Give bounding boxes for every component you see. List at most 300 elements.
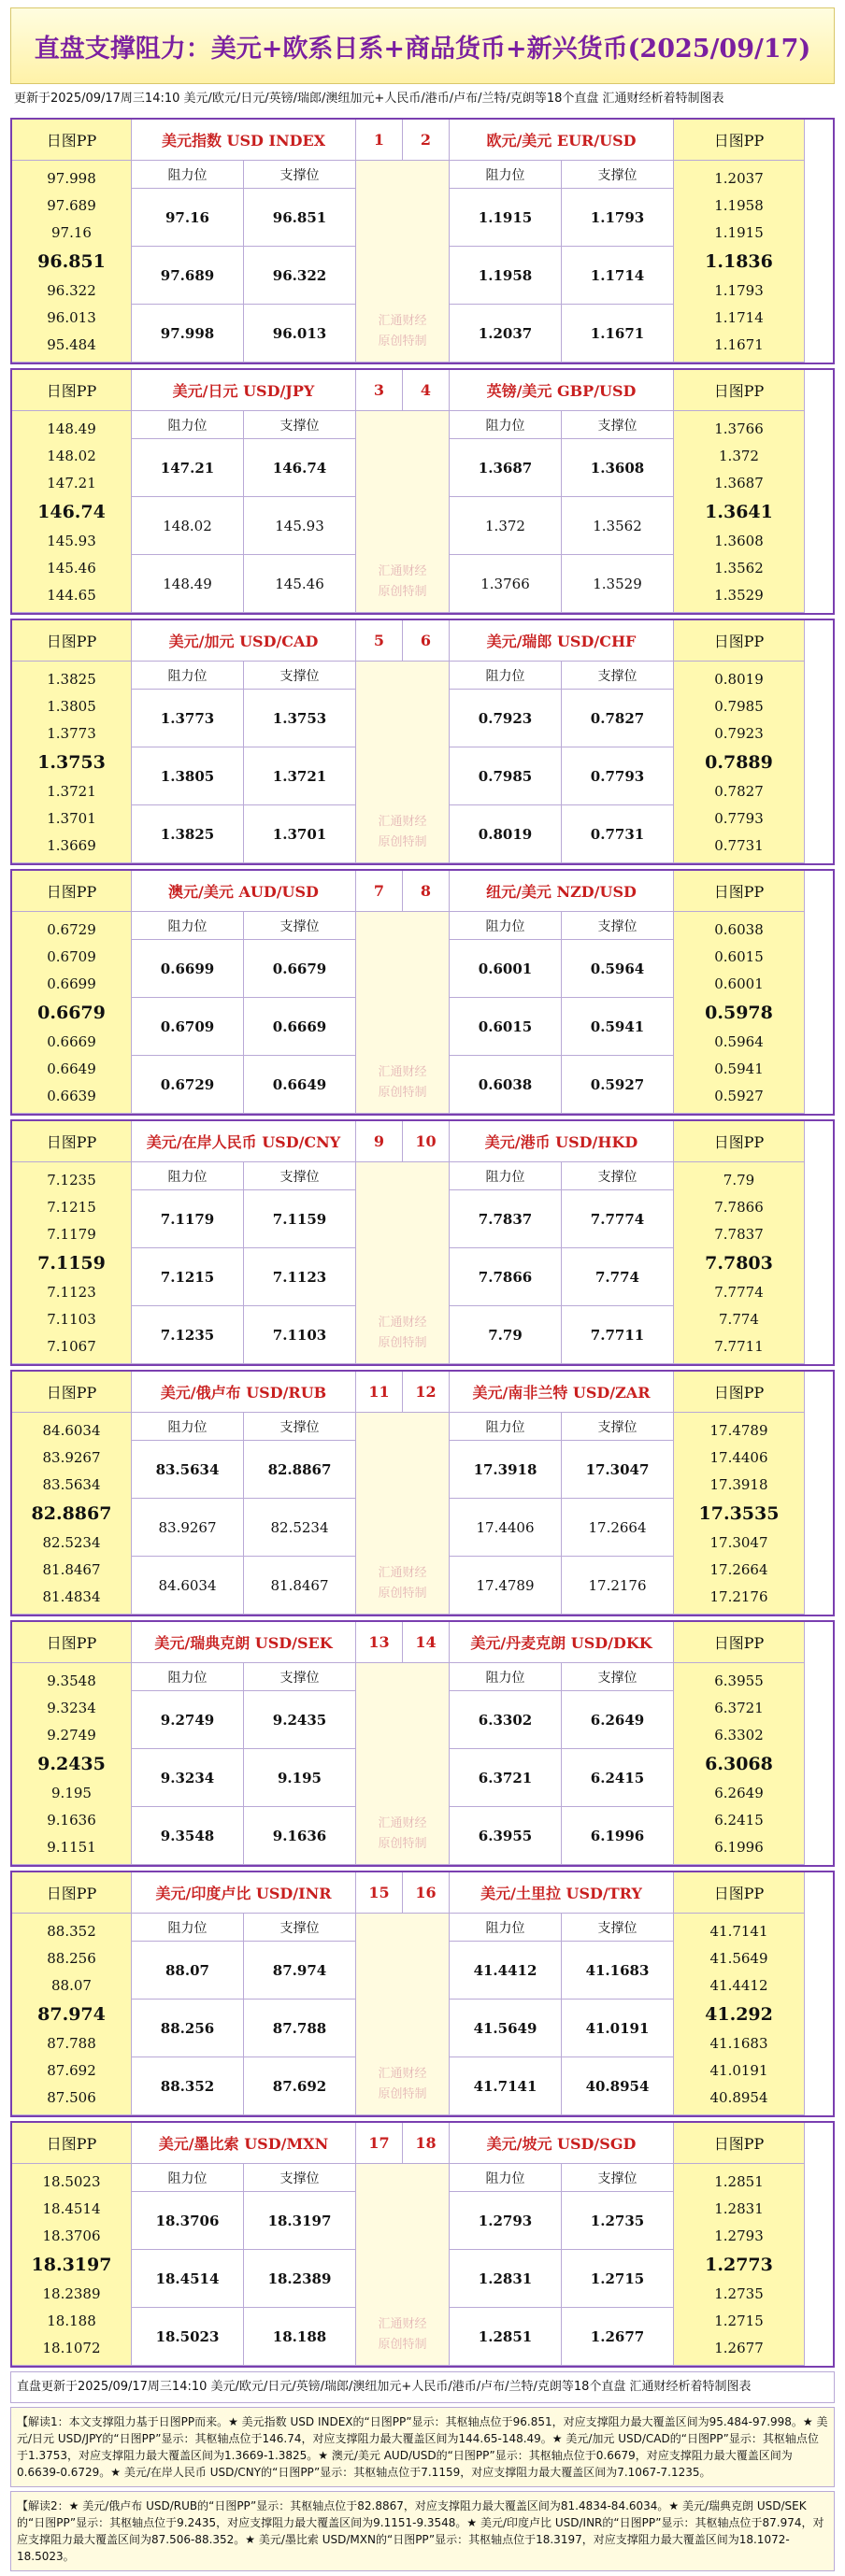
right-pp-ladder [674, 1663, 805, 1865]
pair-block [10, 1370, 835, 1616]
right-sup-value: 7.774 [562, 1248, 674, 1306]
ladder-value: 18.2389 [42, 2284, 101, 2302]
ladder-value: 1.3687 [714, 474, 764, 491]
res-label: 阻力位 [132, 1413, 244, 1441]
ladder-value: 148.02 [47, 447, 96, 464]
right-pp-ladder [674, 662, 805, 863]
watermark-line: 汇通财经 [378, 1566, 427, 1580]
left-pp-ladder [12, 1663, 132, 1865]
sup-label: 支撑位 [562, 662, 674, 690]
ladder-value: 1.3641 [705, 501, 773, 522]
left-pair-number: 9 [356, 1121, 403, 1162]
left-res-value: 83.9267 [132, 1499, 244, 1557]
res-label: 阻力位 [132, 411, 244, 439]
ladder-value: 0.6679 [37, 1002, 106, 1023]
left-sup-value: 146.74 [244, 439, 356, 497]
res-label: 阻力位 [132, 1663, 244, 1691]
left-res-value: 0.6709 [132, 998, 244, 1056]
ladder-value: 18.188 [47, 2312, 96, 2329]
right-pair-number: 12 [403, 1372, 450, 1413]
ladder-value: 88.07 [51, 1976, 92, 1994]
sup-label: 支撑位 [244, 161, 356, 189]
ladder-value: 7.7803 [705, 1252, 773, 1274]
right-pair-number: 16 [403, 1872, 450, 1914]
right-pair-name: 美元/南非兰特 USD/ZAR [450, 1372, 674, 1413]
ladder-value: 0.6001 [714, 975, 764, 992]
page-title: 直盘支撑阻力：美元+欧系日系+商品货币+新兴货币(2025/09/17) [10, 7, 835, 84]
ladder-value: 87.692 [47, 2061, 96, 2079]
ladder-value: 0.6699 [47, 975, 96, 992]
watermark-line: 汇通财经 [378, 2067, 427, 2081]
sup-label: 支撑位 [244, 912, 356, 940]
left-sup-value: 9.1636 [244, 1807, 356, 1865]
sup-label: 支撑位 [562, 912, 674, 940]
note-1: 【解读1：本文支撑阻力基于日图PP而来。★ 美元指数 USD INDEX的“日图PP”显示：其枢轴点位于96.851，对应支撑阻力最大覆盖区间为95.484-97.998。★ 美元/日元 USD/JPY的“日图PP”显示：其枢轴点位于146.74，对应支撑阻力最大覆盖区间为144.65-148.49。★ 美元/加元 USD/CAD的“日图PP”显示：其枢轴点位于1.3753，对应支撑阻力最大覆盖区间为1.3669-1.3825。★ 澳元/美元 AUD/USD的“日图PP”显示：其枢轴点位于0.6679，对应支撑阻力最大覆盖区间为0.6639-0.6729。★ 美元/在岸人民币 USD/CNY的“日图PP”显示：其枢轴点位于7.1159，对应支撑阻力最大覆盖区间为7.1067-7.1235。 [10, 2407, 835, 2487]
right-sup-value: 0.5927 [562, 1056, 674, 1114]
ladder-value: 7.7774 [714, 1283, 764, 1301]
left-pp-ladder [12, 1914, 132, 2115]
right-res-value: 17.4406 [450, 1499, 562, 1557]
sup-label: 支撑位 [562, 161, 674, 189]
ladder-value: 1.3825 [47, 670, 96, 688]
ladder-value: 41.7141 [709, 1922, 768, 1940]
left-sup-value: 96.322 [244, 247, 356, 305]
ladder-value: 1.2677 [714, 2339, 764, 2356]
ladder-value: 0.7793 [714, 809, 764, 827]
ladder-value: 6.2649 [714, 1784, 764, 1801]
ladder-value: 144.65 [47, 586, 96, 604]
ladder-value: 1.2851 [714, 2172, 764, 2190]
left-res-value: 9.2749 [132, 1691, 244, 1749]
ladder-value: 7.1103 [47, 1310, 96, 1328]
ladder-value: 18.3197 [31, 2254, 112, 2275]
ladder-value: 0.7889 [705, 751, 773, 773]
res-label: 阻力位 [450, 1162, 562, 1190]
watermark-line: 原创特制 [378, 1336, 427, 1350]
right-res-value: 1.372 [450, 497, 562, 555]
right-sup-value: 7.7711 [562, 1306, 674, 1364]
sup-label: 支撑位 [562, 411, 674, 439]
left-sup-value: 1.3721 [244, 747, 356, 805]
left-sup-value: 9.2435 [244, 1691, 356, 1749]
left-res-value: 18.3706 [132, 2192, 244, 2250]
pp-header: 日图PP [12, 1872, 132, 1914]
ladder-value: 7.7711 [714, 1337, 764, 1355]
ladder-value: 7.1235 [47, 1171, 96, 1188]
ladder-value: 0.7731 [714, 836, 764, 854]
update-info: 更新于2025/09/17周三14:10 美元/欧元/日元/英镑/瑞郎/澳纽加元+人民币/港币/卢布/兰特/克朗等18个直盘 汇通财经析着特制图表 [14, 92, 724, 106]
right-pair-number: 6 [403, 620, 450, 662]
ladder-value: 1.1714 [714, 308, 764, 326]
left-pair-number: 17 [356, 2123, 403, 2164]
left-pair-number: 7 [356, 871, 403, 912]
ladder-value: 87.974 [37, 2003, 106, 2025]
ladder-value: 0.6729 [47, 920, 96, 938]
pp-header: 日图PP [12, 1622, 132, 1663]
sup-label: 支撑位 [244, 1413, 356, 1441]
ladder-value: 88.256 [47, 1949, 96, 1967]
right-pair-name: 美元/土里拉 USD/TRY [450, 1872, 674, 1914]
right-res-value: 0.8019 [450, 805, 562, 863]
ladder-value: 17.3535 [698, 1502, 780, 1524]
sup-label: 支撑位 [244, 1914, 356, 1942]
right-sup-value: 6.2649 [562, 1691, 674, 1749]
ladder-value: 0.5927 [714, 1087, 764, 1104]
ladder-value: 41.5649 [709, 1949, 768, 1967]
ladder-value: 18.4514 [42, 2199, 101, 2217]
right-sup-value: 1.2735 [562, 2192, 674, 2250]
ladder-value: 0.6649 [47, 1060, 96, 1077]
left-res-value: 18.4514 [132, 2250, 244, 2308]
left-sup-value: 87.692 [244, 2057, 356, 2115]
right-sup-value: 41.1683 [562, 1942, 674, 2000]
right-sup-value: 0.5964 [562, 940, 674, 998]
watermark-line: 汇通财经 [378, 815, 427, 829]
right-pp-ladder [674, 912, 805, 1114]
right-res-value: 1.1915 [450, 189, 562, 247]
res-label: 阻力位 [450, 2164, 562, 2192]
left-sup-value: 81.8467 [244, 1557, 356, 1615]
right-sup-value: 6.1996 [562, 1807, 674, 1865]
right-pair-name: 美元/坡元 USD/SGD [450, 2123, 674, 2164]
res-label: 阻力位 [450, 912, 562, 940]
right-sup-value: 40.8954 [562, 2057, 674, 2115]
right-sup-value: 6.2415 [562, 1749, 674, 1807]
left-pp-ladder [12, 912, 132, 1114]
right-sup-value: 1.3608 [562, 439, 674, 497]
right-sup-value: 1.1714 [562, 247, 674, 305]
ladder-value: 148.49 [47, 420, 96, 437]
pair-block [10, 619, 835, 865]
ladder-value: 1.2773 [705, 2254, 773, 2275]
ladder-value: 0.7827 [714, 782, 764, 800]
left-sup-value: 96.851 [244, 189, 356, 247]
watermark-line: 原创特制 [378, 1837, 427, 1851]
ladder-value: 1.1836 [705, 250, 773, 272]
right-pair-number: 2 [403, 120, 450, 161]
note-2: 【解读2：★ 美元/俄卢布 USD/RUB的“日图PP”显示：其枢轴点位于82.8867，对应支撑阻力最大覆盖区间为81.4834-84.6034。★ 美元/瑞典克朗 USD/SEK的“日图PP”显示：其枢轴点位于9.2435，对应支撑阻力最大覆盖区间为9.1151-9.3548。★ 美元/印度卢比 USD/INR的“日图PP”显示：其枢轴点位于87.974，对应支撑阻力最大覆盖区间为87.506-88.352。★ 美元/墨比索 USD/MXN的“日图PP”显示：其枢轴点位于18.3197，对应支撑阻力最大覆盖区间为18.1072-18.5023。 [10, 2491, 835, 2571]
sup-label: 支撑位 [244, 662, 356, 690]
right-res-value: 7.7866 [450, 1248, 562, 1306]
left-pair-number: 13 [356, 1622, 403, 1663]
ladder-value: 9.3548 [47, 1672, 96, 1689]
right-sup-value: 1.1671 [562, 305, 674, 363]
right-res-value: 7.79 [450, 1306, 562, 1364]
left-pp-ladder [12, 1162, 132, 1364]
ladder-value: 87.788 [47, 2034, 96, 2052]
ladder-value: 18.3706 [42, 2227, 101, 2244]
watermark-line: 汇通财经 [378, 2317, 427, 2331]
right-res-value: 41.5649 [450, 2000, 562, 2057]
pp-header: 日图PP [674, 1372, 805, 1413]
right-res-value: 0.6015 [450, 998, 562, 1056]
watermark [356, 662, 450, 863]
ladder-value: 41.1683 [709, 2034, 768, 2052]
left-sup-value: 7.1103 [244, 1306, 356, 1364]
pp-header: 日图PP [12, 1121, 132, 1162]
right-pp-ladder [674, 161, 805, 363]
ladder-value: 7.1067 [47, 1337, 96, 1355]
left-pair-name: 澳元/美元 AUD/USD [132, 871, 356, 912]
watermark [356, 1413, 450, 1615]
ladder-value: 41.4412 [709, 1976, 768, 1994]
right-pair-number: 14 [403, 1622, 450, 1663]
ladder-value: 7.79 [723, 1171, 755, 1188]
right-res-value: 1.3687 [450, 439, 562, 497]
watermark-line: 原创特制 [378, 835, 427, 849]
watermark [356, 161, 450, 363]
watermark-line: 原创特制 [378, 2338, 427, 2352]
left-pp-ladder [12, 1413, 132, 1615]
pp-header: 日图PP [674, 2123, 805, 2164]
right-sup-value: 1.3562 [562, 497, 674, 555]
left-sup-value: 0.6649 [244, 1056, 356, 1114]
left-pair-number: 11 [356, 1372, 403, 1413]
ladder-value: 96.851 [37, 250, 106, 272]
right-res-value: 1.2831 [450, 2250, 562, 2308]
left-res-value: 1.3825 [132, 805, 244, 863]
watermark [356, 2164, 450, 2366]
ladder-value: 1.2715 [714, 2312, 764, 2329]
ladder-value: 7.1215 [47, 1198, 96, 1216]
ladder-value: 1.3562 [714, 559, 764, 576]
ladder-value: 0.6639 [47, 1087, 96, 1104]
right-pair-name: 欧元/美元 EUR/USD [450, 120, 674, 161]
right-sup-value: 0.5941 [562, 998, 674, 1056]
ladder-value: 18.1072 [42, 2339, 101, 2356]
res-label: 阻力位 [132, 1914, 244, 1942]
left-sup-value: 18.2389 [244, 2250, 356, 2308]
left-res-value: 148.49 [132, 555, 244, 613]
right-res-value: 1.2793 [450, 2192, 562, 2250]
right-pair-name: 美元/丹麦克朗 USD/DKK [450, 1622, 674, 1663]
right-res-value: 41.7141 [450, 2057, 562, 2115]
right-pair-number: 8 [403, 871, 450, 912]
ladder-value: 1.3669 [47, 836, 96, 854]
res-label: 阻力位 [450, 1914, 562, 1942]
left-pair-name: 美元/印度卢比 USD/INR [132, 1872, 356, 1914]
left-pair-number: 15 [356, 1872, 403, 1914]
ladder-value: 7.1123 [47, 1283, 96, 1301]
right-res-value: 1.3766 [450, 555, 562, 613]
ladder-value: 6.3302 [714, 1726, 764, 1743]
right-res-value: 0.6038 [450, 1056, 562, 1114]
ladder-value: 1.3766 [714, 420, 764, 437]
ladder-value: 95.484 [47, 335, 96, 353]
ladder-value: 145.93 [47, 532, 96, 549]
pp-header: 日图PP [12, 871, 132, 912]
left-pair-name: 美元/日元 USD/JPY [132, 370, 356, 411]
right-res-value: 6.3721 [450, 1749, 562, 1807]
right-sup-value: 1.1793 [562, 189, 674, 247]
right-pair-number: 4 [403, 370, 450, 411]
pp-header: 日图PP [674, 1872, 805, 1914]
left-sup-value: 96.013 [244, 305, 356, 363]
ladder-value: 1.3773 [47, 724, 96, 742]
ladder-value: 82.8867 [31, 1502, 112, 1524]
left-res-value: 9.3234 [132, 1749, 244, 1807]
pair-block [10, 1871, 835, 2117]
left-res-value: 7.1235 [132, 1306, 244, 1364]
ladder-value: 0.7985 [714, 697, 764, 715]
ladder-value: 81.8467 [42, 1560, 101, 1578]
ladder-value: 41.292 [705, 2003, 773, 2025]
res-label: 阻力位 [450, 1663, 562, 1691]
right-res-value: 41.4412 [450, 1942, 562, 2000]
ladder-value: 147.21 [47, 474, 96, 491]
ladder-value: 84.6034 [42, 1421, 101, 1439]
page [10, 7, 835, 2571]
left-res-value: 83.5634 [132, 1441, 244, 1499]
left-sup-value: 7.1123 [244, 1248, 356, 1306]
left-pp-ladder [12, 411, 132, 613]
ladder-value: 1.2793 [714, 2227, 764, 2244]
left-res-value: 88.07 [132, 1942, 244, 2000]
pp-header: 日图PP [674, 370, 805, 411]
ladder-value: 9.195 [51, 1784, 92, 1801]
right-pair-number: 18 [403, 2123, 450, 2164]
right-sup-value: 1.2677 [562, 2308, 674, 2366]
watermark [356, 411, 450, 613]
right-res-value: 0.7985 [450, 747, 562, 805]
pair-block [10, 2121, 835, 2368]
watermark-line: 汇通财经 [378, 314, 427, 328]
ladder-value: 9.2435 [37, 1753, 106, 1774]
pp-header: 日图PP [12, 1372, 132, 1413]
ladder-value: 9.1151 [47, 1838, 96, 1856]
res-label: 阻力位 [132, 662, 244, 690]
right-pp-ladder [674, 411, 805, 613]
sup-label: 支撑位 [562, 1663, 674, 1691]
ladder-value: 81.4834 [42, 1587, 101, 1605]
ladder-value: 1.3721 [47, 782, 96, 800]
left-sup-value: 9.195 [244, 1749, 356, 1807]
watermark-line: 原创特制 [378, 2087, 427, 2101]
ladder-value: 6.3068 [705, 1753, 773, 1774]
ladder-value: 6.3721 [714, 1699, 764, 1716]
ladder-value: 97.998 [47, 169, 96, 187]
watermark-line: 汇通财经 [378, 1316, 427, 1330]
left-res-value: 148.02 [132, 497, 244, 555]
sup-label: 支撑位 [244, 411, 356, 439]
res-label: 阻力位 [450, 662, 562, 690]
left-pair-number: 1 [356, 120, 403, 161]
right-pair-name: 纽元/美元 NZD/USD [450, 871, 674, 912]
right-res-value: 6.3302 [450, 1691, 562, 1749]
left-res-value: 7.1215 [132, 1248, 244, 1306]
right-res-value: 17.4789 [450, 1557, 562, 1615]
ladder-value: 96.322 [47, 281, 96, 299]
ladder-value: 6.2415 [714, 1811, 764, 1829]
ladder-value: 0.6038 [714, 920, 764, 938]
res-label: 阻力位 [450, 411, 562, 439]
res-label: 阻力位 [132, 912, 244, 940]
left-pair-name: 美元/在岸人民币 USD/CNY [132, 1121, 356, 1162]
ladder-value: 7.7866 [714, 1198, 764, 1216]
res-label: 阻力位 [450, 161, 562, 189]
left-sup-value: 1.3753 [244, 690, 356, 747]
left-sup-value: 82.8867 [244, 1441, 356, 1499]
pairs-container [10, 118, 835, 2368]
right-res-value: 1.2037 [450, 305, 562, 363]
right-sup-value: 17.2176 [562, 1557, 674, 1615]
ladder-value: 97.16 [51, 223, 92, 241]
sup-label: 支撑位 [562, 2164, 674, 2192]
ladder-value: 17.3047 [709, 1533, 768, 1551]
watermark-line: 原创特制 [378, 1587, 427, 1601]
right-pp-ladder [674, 2164, 805, 2366]
ladder-value: 1.3753 [37, 751, 106, 773]
pp-header: 日图PP [12, 620, 132, 662]
ladder-value: 1.3701 [47, 809, 96, 827]
watermark-line: 原创特制 [378, 334, 427, 349]
left-pair-name: 美元/瑞典克朗 USD/SEK [132, 1622, 356, 1663]
pp-header: 日图PP [12, 2123, 132, 2164]
right-sup-value: 0.7731 [562, 805, 674, 863]
ladder-value: 6.3955 [714, 1672, 764, 1689]
ladder-value: 97.689 [47, 196, 96, 214]
pp-header: 日图PP [12, 120, 132, 161]
ladder-value: 7.1159 [37, 1252, 106, 1274]
left-pp-ladder [12, 662, 132, 863]
sup-label: 支撑位 [562, 1162, 674, 1190]
ladder-value: 7.1179 [47, 1225, 96, 1243]
sup-label: 支撑位 [562, 1914, 674, 1942]
ladder-value: 1.3608 [714, 532, 764, 549]
pp-header: 日图PP [674, 620, 805, 662]
ladder-value: 7.7837 [714, 1225, 764, 1243]
ladder-value: 17.2664 [709, 1560, 768, 1578]
pair-block [10, 869, 835, 1116]
ladder-value: 0.6669 [47, 1032, 96, 1050]
ladder-value: 0.5978 [705, 1002, 773, 1023]
left-sup-value: 0.6679 [244, 940, 356, 998]
left-res-value: 0.6729 [132, 1056, 244, 1114]
left-res-value: 18.5023 [132, 2308, 244, 2366]
watermark [356, 1663, 450, 1865]
left-sup-value: 1.3701 [244, 805, 356, 863]
footer-update: 直盘更新于2025/09/17周三14:10 美元/欧元/日元/英镑/瑞郎/澳纽加元+人民币/港币/卢布/兰特/克朗等18个直盘 汇通财经析着特制图表 [10, 2371, 835, 2403]
right-pair-name: 美元/瑞郎 USD/CHF [450, 620, 674, 662]
left-sup-value: 87.788 [244, 2000, 356, 2057]
sup-label: 支撑位 [244, 1162, 356, 1190]
pair-block [10, 1119, 835, 1366]
pp-header: 日图PP [674, 1121, 805, 1162]
left-res-value: 97.998 [132, 305, 244, 363]
right-sup-value: 1.2715 [562, 2250, 674, 2308]
ladder-value: 0.6015 [714, 947, 764, 965]
ladder-value: 0.6709 [47, 947, 96, 965]
right-res-value: 17.3918 [450, 1441, 562, 1499]
right-res-value: 0.7923 [450, 690, 562, 747]
right-res-value: 6.3955 [450, 1807, 562, 1865]
left-sup-value: 145.93 [244, 497, 356, 555]
right-res-value: 1.1958 [450, 247, 562, 305]
left-pp-ladder [12, 161, 132, 363]
right-pair-number: 10 [403, 1121, 450, 1162]
res-label: 阻力位 [132, 1162, 244, 1190]
left-res-value: 147.21 [132, 439, 244, 497]
watermark [356, 912, 450, 1114]
ladder-value: 1.3805 [47, 697, 96, 715]
ladder-value: 146.74 [37, 501, 106, 522]
left-res-value: 1.3805 [132, 747, 244, 805]
ladder-value: 1.1915 [714, 223, 764, 241]
left-sup-value: 87.974 [244, 1942, 356, 2000]
ladder-value: 83.5634 [42, 1475, 101, 1493]
ladder-value: 17.4406 [709, 1448, 768, 1466]
ladder-value: 0.7923 [714, 724, 764, 742]
